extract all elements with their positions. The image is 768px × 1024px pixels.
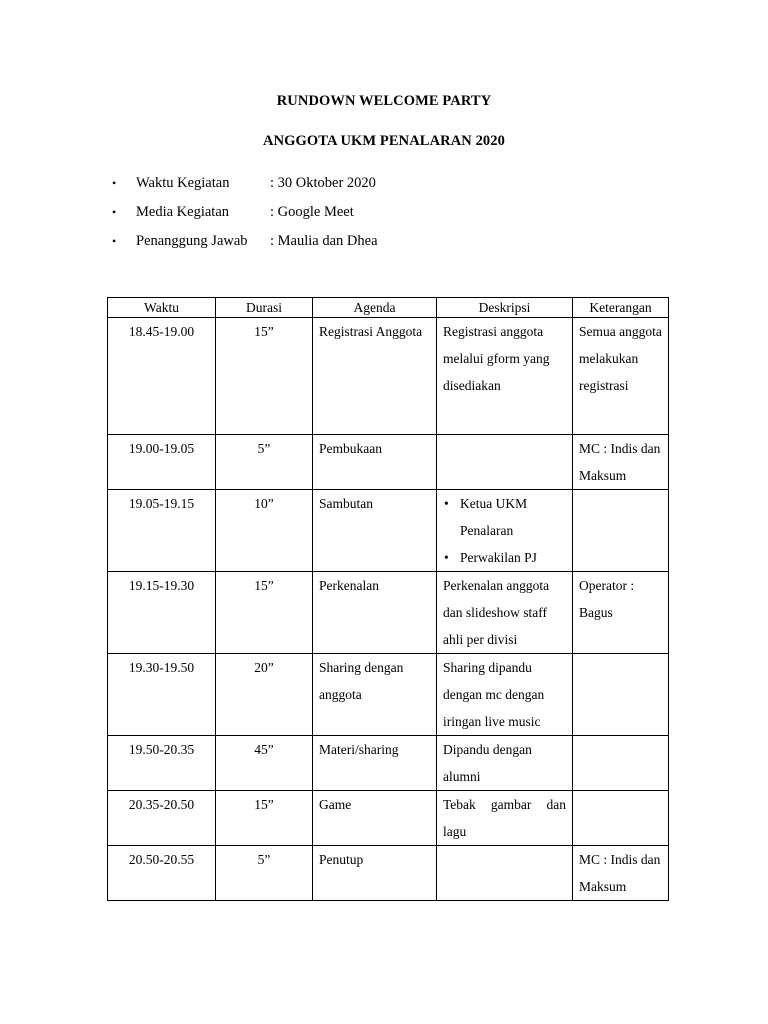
cell-durasi: 15” (216, 791, 313, 846)
cell-deskripsi: Dipandu dengan alumni (437, 736, 573, 791)
cell-agenda: Perkenalan (313, 572, 437, 654)
cell-keterangan: Operator : Bagus (573, 572, 669, 654)
cell-keterangan (573, 791, 669, 846)
info-value: : Google Meet (270, 204, 354, 220)
cell-waktu: 20.35-20.50 (108, 791, 216, 846)
bullet-icon: • (112, 234, 117, 248)
cell-agenda: Pembukaan (313, 435, 437, 490)
cell-durasi: 20” (216, 654, 313, 736)
cell-durasi: 10” (216, 490, 313, 572)
info-label: Media Kegiatan (136, 204, 230, 220)
cell-deskripsi: Perkenalan anggota dan slideshow staff ahli per divisi (437, 572, 573, 654)
header-deskripsi: Deskripsi (437, 298, 573, 318)
cell-waktu: 20.50-20.55 (108, 846, 216, 901)
bullet-icon: • (112, 176, 117, 190)
cell-keterangan (573, 654, 669, 736)
cell-agenda: Sambutan (313, 490, 437, 572)
header-durasi: Durasi (216, 298, 313, 318)
cell-waktu: 19.15-19.30 (108, 572, 216, 654)
list-item: • Perwakilan PJ (443, 544, 566, 571)
cell-waktu: 19.50-20.35 (108, 736, 216, 791)
cell-waktu: 19.05-19.15 (108, 490, 216, 572)
cell-durasi: 5” (216, 846, 313, 901)
info-item-media (112, 201, 412, 230)
info-item-waktu (112, 172, 412, 201)
table-row (108, 318, 669, 435)
info-label: Penanggung Jawab (136, 233, 248, 249)
document-title: RUNDOWN WELCOME PARTY (276, 93, 492, 109)
cell-deskripsi: Registrasi anggota melalui gform yang disediakan (437, 318, 573, 435)
table-row (108, 736, 669, 791)
cell-keterangan: MC : Indis dan Maksum (573, 846, 669, 901)
table-row (108, 654, 669, 736)
info-label: Waktu Kegiatan (136, 175, 230, 191)
cell-durasi: 15” (216, 572, 313, 654)
table-row (108, 791, 669, 846)
header-waktu: Waktu (108, 298, 216, 318)
info-value: : Maulia dan Dhea (270, 233, 378, 249)
cell-deskripsi (437, 435, 573, 490)
cell-agenda: Materi/sharing (313, 736, 437, 791)
document-subtitle: ANGGOTA UKM PENALARAN 2020 (263, 133, 505, 149)
info-value: : 30 Oktober 2020 (270, 175, 376, 191)
cell-deskripsi: Sharing dipandu dengan mc dengan iringan live music (437, 654, 573, 736)
cell-keterangan (573, 490, 669, 572)
cell-keterangan: MC : Indis dan Maksum (573, 435, 669, 490)
bullet-icon: • (112, 205, 117, 219)
cell-agenda: Game (313, 791, 437, 846)
cell-agenda: Penutup (313, 846, 437, 901)
cell-waktu: 18.45-19.00 (108, 318, 216, 435)
cell-deskripsi (437, 490, 573, 572)
cell-durasi: 5” (216, 435, 313, 490)
table-row (108, 572, 669, 654)
cell-durasi: 45” (216, 736, 313, 791)
info-item-pj (112, 230, 412, 259)
event-info-list (112, 172, 412, 259)
cell-keterangan: Semua anggota melakukan registrasi (573, 318, 669, 435)
header-agenda: Agenda (313, 298, 437, 318)
table-row (108, 846, 669, 901)
cell-agenda: Sharing dengan anggota (313, 654, 437, 736)
header-keterangan: Keterangan (573, 298, 669, 318)
table-header-row (108, 298, 669, 318)
cell-waktu: 19.30-19.50 (108, 654, 216, 736)
rundown-table (107, 297, 669, 901)
cell-waktu: 19.00-19.05 (108, 435, 216, 490)
list-item: • Ketua UKM Penalaran (443, 490, 566, 544)
cell-keterangan (573, 736, 669, 791)
cell-deskripsi (437, 846, 573, 901)
table-row (108, 435, 669, 490)
cell-agenda: Registrasi Anggota (313, 318, 437, 435)
cell-durasi: 15” (216, 318, 313, 435)
deskripsi-list (443, 490, 566, 571)
cell-deskripsi: Tebak gambar dan lagu (437, 791, 573, 846)
table-row (108, 490, 669, 572)
